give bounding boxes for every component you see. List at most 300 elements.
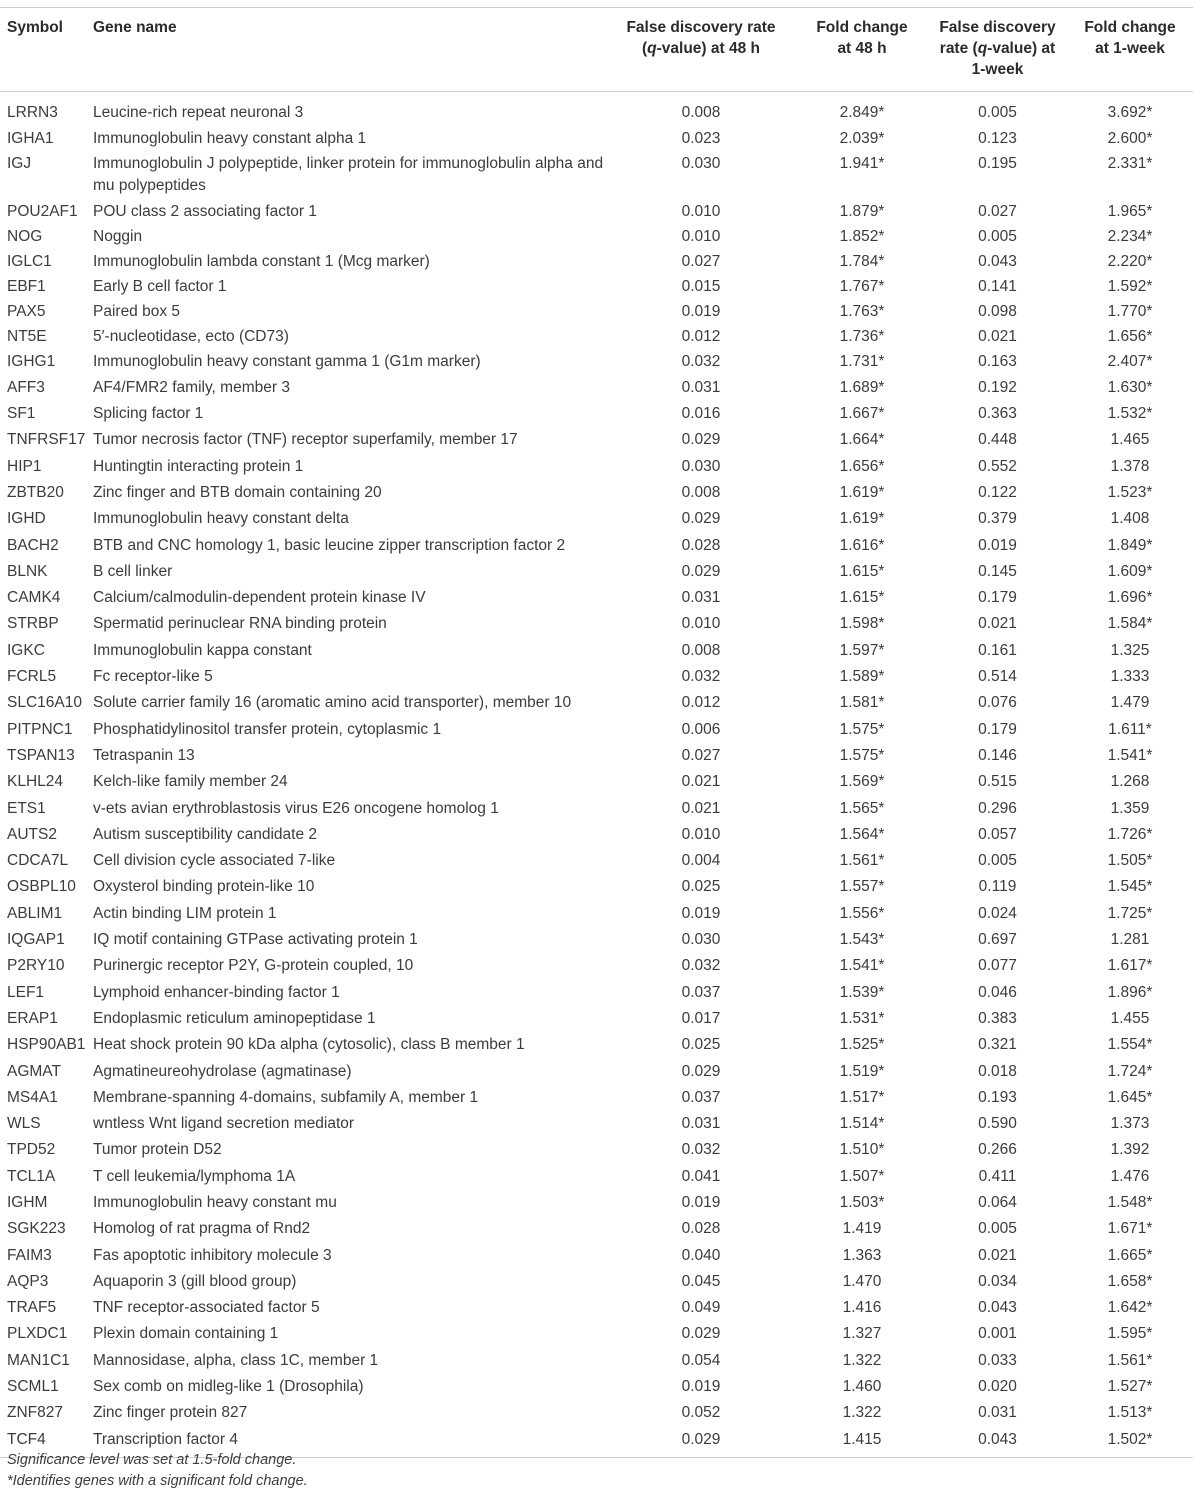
cell-symbol: FAIM3 — [7, 1246, 52, 1264]
cell-fc-48h: 1.470 — [842, 1272, 882, 1290]
cell-fdr-1w: 0.195 — [978, 154, 1017, 172]
cell-fdr-1w: 0.021 — [978, 327, 1017, 345]
cell-fc-48h: 1.525* — [839, 1036, 885, 1054]
cell-fdr-1w: 0.123 — [978, 129, 1017, 147]
cell-symbol: LRRN3 — [7, 104, 58, 121]
cell-fdr-1w: 0.122 — [978, 483, 1017, 501]
cell-symbol: IGHM — [7, 1194, 48, 1211]
table-header — [0, 8, 1193, 92]
header-fdr-48h: False discovery rate (q-value) at 48 h — [606, 8, 796, 92]
cell-fdr-48h: 0.021 — [681, 799, 721, 817]
table-row — [0, 640, 1193, 666]
table-row — [0, 666, 1193, 692]
cell-gene-name: Paired box 5 — [93, 302, 181, 320]
cell-gene-name: Mannosidase, alpha, class 1C, member 1 — [93, 1351, 379, 1369]
cell-fdr-48h: 0.045 — [681, 1272, 721, 1290]
table-row — [0, 1350, 1193, 1376]
cell-symbol: IGHA1 — [7, 129, 54, 147]
table-row — [0, 153, 1193, 201]
cell-fdr-48h: 0.032 — [681, 957, 721, 975]
cell-gene-name: 5′-nucleotidase, ecto (CD73) — [93, 327, 289, 345]
table-row — [0, 1376, 1193, 1402]
table-row — [0, 1034, 1193, 1060]
table-row — [0, 301, 1193, 326]
cell-fdr-48h: 0.017 — [681, 1009, 721, 1027]
cell-symbol: TCL1A — [7, 1167, 56, 1185]
cell-gene-name: Actin binding LIM protein 1 — [93, 904, 277, 922]
cell-symbol: MAN1C1 — [7, 1351, 70, 1369]
cell-gene-name: Lymphoid enhancer-binding factor 1 — [93, 983, 340, 1001]
cell-fdr-1w: 0.383 — [978, 1009, 1017, 1027]
cell-symbol: TNFRSF17 — [7, 431, 86, 449]
cell-fdr-48h: 0.030 — [681, 457, 721, 475]
cell-symbol: FCRL5 — [7, 668, 57, 686]
cell-fc-1w: 1.617* — [1107, 957, 1153, 975]
cell-symbol: PITPNC1 — [7, 720, 73, 738]
cell-fdr-48h: 0.041 — [681, 1167, 721, 1185]
cell-fdr-48h: 0.031 — [681, 1115, 721, 1133]
table-row — [0, 128, 1193, 153]
cell-fc-48h: 1.615* — [839, 589, 885, 607]
table-row — [0, 771, 1193, 797]
table-footnotes — [7, 1450, 308, 1492]
cell-fc-1w: 1.455 — [1110, 1009, 1150, 1027]
cell-symbol: SGK223 — [7, 1220, 66, 1238]
cell-fc-48h: 1.731* — [839, 352, 885, 370]
cell-symbol: TRAF5 — [7, 1299, 57, 1317]
cell-fc-48h: 1.531* — [839, 1009, 885, 1027]
table-row — [0, 903, 1193, 929]
table-row — [0, 351, 1193, 377]
cell-symbol: CAMK4 — [7, 589, 61, 607]
cell-gene-name: Immunoglobulin J polypeptide, linker protein for immunoglobulin alpha and mu polypeptides — [93, 154, 604, 194]
cell-fc-48h: 1.561* — [839, 852, 885, 870]
cell-symbol: POU2AF1 — [7, 202, 78, 220]
cell-gene-name: AF4/FMR2 family, member 3 — [93, 378, 290, 396]
cell-fc-1w: 1.479 — [1110, 694, 1150, 712]
table-row — [0, 456, 1193, 482]
table-row — [0, 201, 1193, 226]
cell-fdr-48h: 0.052 — [681, 1404, 721, 1422]
cell-symbol: TSPAN13 — [7, 746, 75, 764]
cell-fdr-1w: 0.193 — [978, 1088, 1017, 1106]
cell-symbol: SF1 — [7, 405, 36, 423]
cell-fc-48h: 1.689* — [839, 378, 885, 396]
header-fdr-48h-line2: (q-value) at 48 h — [641, 40, 760, 57]
cell-gene-name: v-ets avian erythroblastosis virus E26 oncogene homolog 1 — [93, 799, 499, 817]
cell-gene-name: Zinc finger and BTB domain containing 20 — [93, 483, 382, 501]
cell-fc-1w: 1.505* — [1107, 852, 1153, 870]
cell-fdr-1w: 0.077 — [978, 957, 1017, 975]
cell-fdr-1w: 0.119 — [978, 878, 1017, 896]
cell-gene-name: Immunoglobulin heavy constant mu — [93, 1194, 337, 1211]
cell-gene-name: Immunoglobulin heavy constant delta — [93, 510, 349, 528]
table-row — [0, 1192, 1193, 1218]
table-row — [0, 587, 1193, 613]
header-fc-1w: Fold change at 1-week — [1084, 19, 1176, 57]
cell-fdr-48h: 0.049 — [681, 1299, 721, 1317]
cell-fc-1w: 1.359 — [1110, 799, 1150, 817]
cell-symbol: HIP1 — [7, 457, 42, 475]
table-row — [0, 276, 1193, 301]
cell-fc-48h: 1.664* — [839, 431, 885, 449]
cell-fc-48h: 1.517* — [839, 1088, 885, 1106]
cell-fdr-1w: 0.076 — [978, 694, 1017, 712]
cell-symbol: IQGAP1 — [7, 931, 65, 949]
cell-symbol: IGHG1 — [7, 352, 56, 370]
cell-fc-1w: 1.725* — [1107, 904, 1153, 922]
cell-fdr-1w: 0.021 — [978, 615, 1017, 633]
cell-fc-48h: 1.589* — [839, 668, 885, 686]
cell-symbol: NOG — [7, 227, 43, 245]
cell-fc-48h: 1.557* — [839, 878, 885, 896]
table-row — [0, 1113, 1193, 1139]
cell-fdr-48h: 0.029 — [681, 1062, 721, 1080]
cell-fc-1w: 1.770* — [1107, 302, 1153, 320]
cell-symbol: NT5E — [7, 327, 47, 345]
table-row — [0, 535, 1193, 561]
table-row — [0, 1087, 1193, 1113]
cell-fdr-1w: 0.018 — [978, 1062, 1017, 1080]
cell-symbol: P2RY10 — [7, 957, 65, 975]
cell-fdr-1w: 0.001 — [978, 1325, 1017, 1343]
cell-fdr-48h: 0.040 — [681, 1246, 721, 1264]
cell-fc-1w: 1.642* — [1107, 1299, 1153, 1317]
cell-fc-48h: 1.763* — [839, 302, 885, 320]
cell-fc-48h: 1.941* — [839, 154, 885, 172]
table-row — [0, 745, 1193, 771]
cell-fc-48h: 1.597* — [839, 641, 885, 659]
cell-fdr-48h: 0.025 — [681, 878, 721, 896]
cell-gene-name: Tetraspanin 13 — [93, 746, 195, 764]
cell-fc-1w: 1.548* — [1107, 1194, 1153, 1211]
cell-fc-48h: 1.322 — [842, 1351, 882, 1369]
cell-fdr-1w: 0.031 — [978, 1404, 1017, 1422]
cell-fc-48h: 2.039* — [839, 129, 885, 147]
table-row — [0, 929, 1193, 955]
cell-fdr-48h: 0.054 — [681, 1351, 721, 1369]
cell-fc-1w: 2.600* — [1107, 129, 1153, 147]
cell-fc-1w: 1.726* — [1107, 825, 1153, 843]
cell-symbol: HSP90AB1 — [7, 1036, 86, 1054]
cell-fc-48h: 1.575* — [839, 746, 885, 764]
cell-symbol: IGJ — [7, 154, 32, 172]
cell-fdr-1w: 0.034 — [978, 1272, 1017, 1290]
cell-fdr-48h: 0.025 — [681, 1036, 721, 1054]
cell-fc-1w: 1.408 — [1110, 510, 1150, 528]
cell-fc-1w: 1.561* — [1107, 1351, 1153, 1369]
cell-fdr-48h: 0.032 — [681, 352, 721, 370]
cell-fdr-1w: 0.046 — [978, 983, 1017, 1001]
cell-fc-1w: 1.584* — [1107, 615, 1153, 633]
cell-fdr-48h: 0.031 — [681, 378, 721, 396]
cell-symbol: OSBPL10 — [7, 878, 76, 896]
cell-fdr-1w: 0.043 — [978, 1430, 1017, 1448]
table-row — [0, 508, 1193, 534]
cell-symbol: SLC16A10 — [7, 694, 82, 712]
table-row — [0, 226, 1193, 251]
cell-fc-1w: 1.592* — [1107, 277, 1153, 295]
table-row — [0, 1402, 1193, 1428]
table-row — [0, 876, 1193, 902]
cell-fc-48h: 1.575* — [839, 720, 885, 738]
table-row — [0, 798, 1193, 824]
cell-gene-name: Autism susceptibility candidate 2 — [93, 825, 318, 843]
cell-fdr-1w: 0.024 — [978, 904, 1017, 922]
cell-fdr-1w: 0.057 — [978, 825, 1017, 843]
cell-symbol: TPD52 — [7, 1141, 56, 1159]
cell-fc-48h: 1.784* — [839, 252, 885, 270]
cell-fc-48h: 1.615* — [839, 562, 885, 580]
cell-gene-name: TNF receptor-associated factor 5 — [93, 1299, 320, 1317]
cell-fdr-1w: 0.098 — [978, 302, 1017, 320]
cell-fc-1w: 1.281 — [1110, 931, 1150, 949]
cell-fdr-48h: 0.010 — [681, 825, 721, 843]
cell-fdr-48h: 0.028 — [681, 536, 721, 554]
cell-fdr-1w: 0.379 — [978, 510, 1017, 528]
cell-symbol: ABLIM1 — [7, 904, 63, 922]
cell-symbol: ERAP1 — [7, 1009, 58, 1027]
cell-fdr-1w: 0.321 — [978, 1036, 1017, 1054]
cell-fdr-1w: 0.043 — [978, 1299, 1017, 1317]
table-row — [0, 719, 1193, 745]
cell-gene-name: Oxysterol binding protein-like 10 — [93, 878, 315, 896]
gene-table — [0, 7, 1193, 1458]
cell-fdr-48h: 0.006 — [681, 720, 721, 738]
table-row — [0, 482, 1193, 508]
table-row — [0, 251, 1193, 276]
cell-fdr-48h: 0.029 — [681, 562, 721, 580]
cell-fc-1w: 1.333 — [1110, 668, 1150, 686]
cell-fc-48h: 1.514* — [839, 1115, 885, 1133]
cell-gene-name: Fc receptor-like 5 — [93, 668, 213, 686]
cell-gene-name: Aquaporin 3 (gill blood group) — [93, 1272, 297, 1290]
cell-fdr-1w: 0.514 — [978, 668, 1017, 686]
cell-symbol: ETS1 — [7, 799, 46, 817]
table-row — [0, 561, 1193, 587]
cell-gene-name: BTB and CNC homology 1, basic leucine zipper transcription factor 2 — [93, 536, 566, 554]
cell-fc-48h: 1.852* — [839, 227, 885, 245]
cell-gene-name: Immunoglobulin heavy constant alpha 1 — [93, 129, 367, 147]
cell-fc-48h: 1.322 — [842, 1404, 882, 1422]
cell-gene-name: Transcription factor 4 — [93, 1430, 239, 1448]
cell-fdr-1w: 0.363 — [978, 405, 1017, 423]
cell-fc-1w: 1.545* — [1107, 878, 1153, 896]
cell-fdr-48h: 0.019 — [681, 302, 721, 320]
table-row — [0, 1166, 1193, 1192]
cell-fdr-1w: 0.552 — [978, 457, 1017, 475]
cell-gene-name: Zinc finger protein 827 — [93, 1404, 248, 1422]
cell-fc-48h: 1.415 — [842, 1430, 882, 1448]
table-row — [0, 1323, 1193, 1349]
cell-fdr-1w: 0.697 — [978, 931, 1017, 949]
cell-fc-48h: 1.619* — [839, 510, 885, 528]
header-symbol: Symbol — [7, 19, 63, 36]
cell-fc-1w: 1.325 — [1110, 641, 1150, 659]
cell-fdr-48h: 0.008 — [681, 483, 721, 501]
cell-fdr-1w: 0.448 — [978, 431, 1017, 449]
cell-symbol: CDCA7L — [7, 852, 69, 870]
cell-gene-name: Kelch-like family member 24 — [93, 773, 288, 791]
cell-gene-name: Immunoglobulin lambda constant 1 (Mcg marker) — [93, 252, 430, 270]
cell-gene-name: wntless Wnt ligand secretion mediator — [93, 1115, 355, 1133]
cell-fc-48h: 1.564* — [839, 825, 885, 843]
cell-fc-48h: 1.543* — [839, 931, 885, 949]
table-body — [0, 92, 1193, 1458]
cell-symbol: IGHD — [7, 510, 46, 528]
cell-fdr-48h: 0.028 — [681, 1220, 721, 1238]
cell-fc-1w: 1.532* — [1107, 405, 1153, 423]
cell-fc-48h: 1.510* — [839, 1141, 885, 1159]
cell-fdr-48h: 0.010 — [681, 202, 721, 220]
cell-fdr-48h: 0.027 — [681, 746, 721, 764]
cell-gene-name: Cell division cycle associated 7-like — [93, 852, 336, 870]
cell-fdr-1w: 0.141 — [978, 277, 1017, 295]
cell-fc-48h: 1.879* — [839, 202, 885, 220]
footnote-asterisk: *Identifies genes with a significant fold change. — [7, 1473, 308, 1489]
cell-fc-48h: 1.541* — [839, 957, 885, 975]
cell-fdr-48h: 0.029 — [681, 1430, 721, 1448]
cell-symbol: PAX5 — [7, 302, 46, 320]
cell-fdr-1w: 0.163 — [978, 352, 1017, 370]
cell-fdr-1w: 0.021 — [978, 1246, 1017, 1264]
cell-fdr-1w: 0.192 — [978, 378, 1017, 396]
cell-gene-name: Tumor necrosis factor (TNF) receptor superfamily, member 17 — [93, 431, 518, 449]
cell-fc-1w: 1.645* — [1107, 1088, 1153, 1106]
cell-fc-1w: 1.611* — [1108, 720, 1152, 738]
cell-gene-name: Tumor protein D52 — [93, 1141, 222, 1159]
table-row — [0, 403, 1193, 429]
cell-symbol: AQP3 — [7, 1272, 49, 1290]
cell-gene-name: Purinergic receptor P2Y, G-protein coupled, 10 — [93, 957, 414, 975]
cell-fdr-48h: 0.032 — [681, 668, 721, 686]
cell-fc-1w: 1.554* — [1107, 1036, 1153, 1054]
cell-fc-1w: 3.692* — [1107, 104, 1153, 121]
cell-symbol: PLXDC1 — [7, 1325, 68, 1343]
table-row — [0, 955, 1193, 981]
cell-fdr-48h: 0.004 — [681, 852, 721, 870]
table-row — [0, 1245, 1193, 1271]
cell-fdr-1w: 0.005 — [978, 1220, 1017, 1238]
cell-fdr-48h: 0.029 — [681, 510, 721, 528]
cell-symbol: TCF4 — [7, 1430, 46, 1448]
cell-gene-name: B cell linker — [93, 562, 173, 580]
cell-symbol: AFF3 — [7, 378, 45, 396]
cell-fdr-48h: 0.008 — [681, 641, 721, 659]
cell-fdr-48h: 0.019 — [681, 1378, 721, 1396]
cell-fdr-48h: 0.012 — [681, 327, 721, 345]
cell-fc-1w: 1.896* — [1107, 983, 1153, 1001]
cell-fc-48h: 1.503* — [839, 1194, 885, 1211]
cell-gene-name: Calcium/calmodulin-dependent protein kinase IV — [93, 589, 426, 607]
cell-fdr-48h: 0.016 — [681, 405, 721, 423]
table-row — [0, 824, 1193, 850]
table-row — [0, 613, 1193, 639]
cell-gene-name: Phosphatidylinositol transfer protein, cytoplasmic 1 — [93, 720, 442, 738]
cell-fdr-48h: 0.012 — [681, 694, 721, 712]
cell-gene-name: Fas apoptotic inhibitory molecule 3 — [93, 1246, 332, 1264]
cell-fdr-1w: 0.005 — [978, 852, 1017, 870]
cell-gene-name: Early B cell factor 1 — [93, 277, 227, 295]
cell-fdr-48h: 0.010 — [681, 227, 721, 245]
cell-gene-name: Solute carrier family 16 (aromatic amino acid transporter), member 10 — [93, 694, 572, 712]
cell-fc-48h: 1.569* — [839, 773, 885, 791]
cell-fc-48h: 2.849* — [839, 104, 885, 121]
cell-symbol: AUTS2 — [7, 825, 57, 843]
cell-fc-48h: 1.327 — [842, 1325, 882, 1343]
cell-fdr-48h: 0.037 — [681, 1088, 721, 1106]
cell-fc-1w: 1.513* — [1107, 1404, 1153, 1422]
header-fdr-1w: False discovery rate (q-value) at 1-week — [928, 8, 1067, 92]
cell-fdr-1w: 0.005 — [978, 227, 1017, 245]
cell-fc-1w: 1.849* — [1107, 536, 1153, 554]
cell-fc-48h: 1.581* — [839, 694, 885, 712]
cell-fc-48h: 1.507* — [839, 1167, 885, 1185]
cell-fc-1w: 1.656* — [1107, 327, 1153, 345]
cell-symbol: WLS — [7, 1115, 41, 1133]
cell-gene-name: Noggin — [93, 227, 143, 245]
cell-gene-name: POU class 2 associating factor 1 — [93, 202, 317, 220]
table-row — [0, 1218, 1193, 1244]
cell-fc-48h: 1.519* — [839, 1062, 885, 1080]
cell-fc-1w: 1.465 — [1110, 431, 1150, 449]
table-row — [0, 377, 1193, 403]
cell-fdr-48h: 0.019 — [681, 1194, 721, 1211]
table-row — [0, 1061, 1193, 1087]
cell-fdr-1w: 0.043 — [978, 252, 1017, 270]
cell-fc-1w: 2.331* — [1107, 154, 1153, 172]
cell-gene-name: Immunoglobulin heavy constant gamma 1 (G1m marker) — [93, 352, 481, 370]
cell-fdr-1w: 0.590 — [978, 1115, 1017, 1133]
cell-fdr-1w: 0.296 — [978, 799, 1017, 817]
cell-gene-name: Endoplasmic reticulum aminopeptidase 1 — [93, 1009, 376, 1027]
cell-fc-48h: 1.416 — [842, 1299, 882, 1317]
cell-fc-1w: 2.234* — [1107, 227, 1153, 245]
cell-fdr-48h: 0.032 — [681, 1141, 721, 1159]
cell-fc-48h: 1.556* — [839, 904, 885, 922]
cell-symbol: KLHL24 — [7, 773, 64, 791]
cell-fc-48h: 1.363 — [842, 1246, 882, 1264]
table-row — [0, 1139, 1193, 1165]
cell-fdr-1w: 0.161 — [978, 641, 1017, 659]
cell-fdr-1w: 0.033 — [978, 1351, 1017, 1369]
table-row — [0, 1297, 1193, 1323]
cell-fc-1w: 1.373 — [1110, 1115, 1150, 1133]
cell-symbol: BLNK — [7, 562, 48, 580]
cell-fc-1w: 1.965* — [1107, 202, 1153, 220]
cell-fdr-48h: 0.021 — [681, 773, 721, 791]
cell-symbol: AGMAT — [7, 1062, 61, 1080]
cell-symbol: IGLC1 — [7, 252, 52, 270]
table-row — [0, 982, 1193, 1008]
table-row — [0, 92, 1193, 128]
cell-gene-name: Plexin domain containing 1 — [93, 1325, 279, 1343]
cell-fdr-1w: 0.019 — [978, 536, 1017, 554]
cell-fc-1w: 1.630* — [1107, 378, 1153, 396]
cell-fc-1w: 2.407* — [1107, 352, 1153, 370]
cell-fc-48h: 1.598* — [839, 615, 885, 633]
cell-fc-1w: 1.658* — [1107, 1272, 1153, 1290]
cell-symbol: ZNF827 — [7, 1404, 63, 1422]
cell-symbol: ZBTB20 — [7, 483, 64, 501]
cell-gene-name: IQ motif containing GTPase activating protein 1 — [93, 931, 418, 949]
header-fc-48h: Fold change at 48 h — [816, 19, 908, 57]
header-gene-name: Gene name — [93, 19, 177, 36]
cell-fc-48h: 1.767* — [839, 277, 885, 295]
cell-fdr-1w: 0.064 — [978, 1194, 1017, 1211]
cell-gene-name: Membrane-spanning 4-domains, subfamily A, member 1 — [93, 1088, 479, 1106]
cell-fdr-48h: 0.015 — [681, 277, 721, 295]
